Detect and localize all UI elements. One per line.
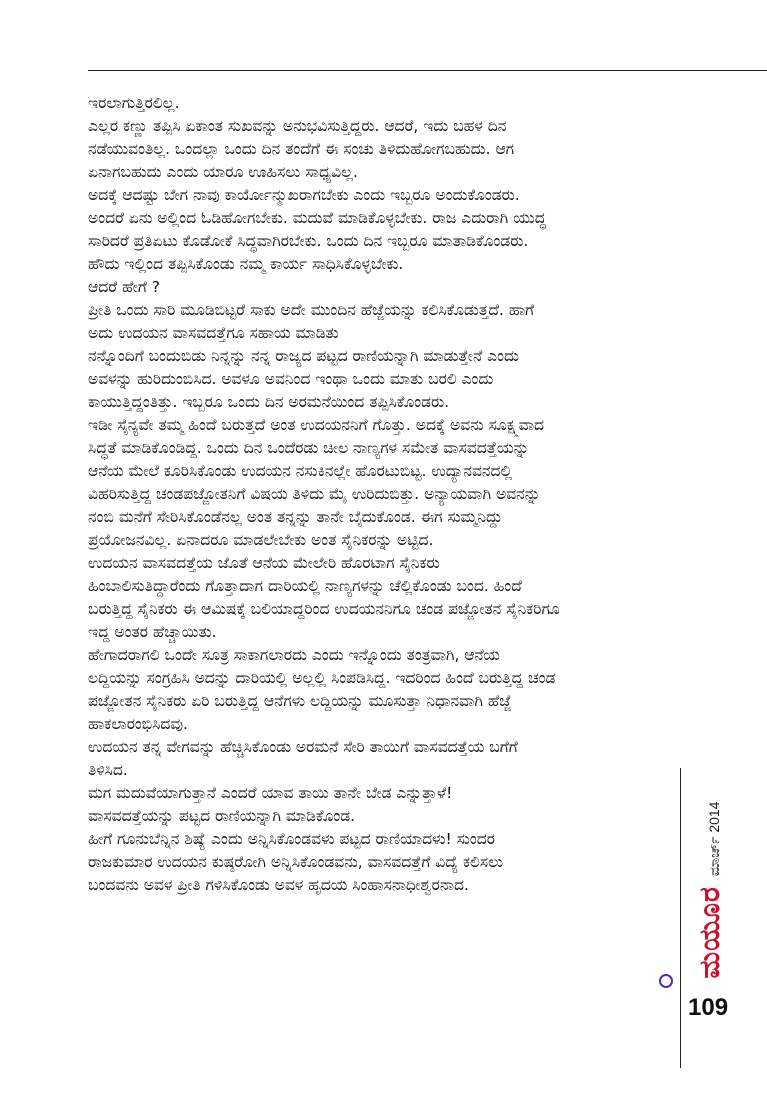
magazine-masthead bbox=[695, 790, 725, 990]
circle-icon bbox=[659, 974, 673, 988]
text-line: ನಂಬಿ ಮನೆಗೆ ಸೇರಿಸಿಕೊಂಡೆನಲ್ಲ ಅಂತ ತನ್ನನ್ನು ತಾನೇ ಬೈದುಕೊಂಡ. ಈಗ ಸುಮ್ಮನಿದ್ದು bbox=[88, 508, 503, 526]
text-line: ನಡೆಯುವಂತಿಲ್ಲ. ಒಂದಲ್ಲಾ ಒಂದು ದಿನ ತಂದೆಗೆ ಈ ಸಂಚು ತಿಳಿದುಹೋಗಬಹುದು. ಆಗ bbox=[88, 140, 515, 158]
magazine-name: ಮಯೂರ bbox=[693, 886, 726, 979]
text-line: ತಿಳಿಸಿದ. bbox=[88, 761, 128, 779]
text-line: ಇರಲಾಗುತ್ತಿರಲಿಲ್ಲ. bbox=[88, 94, 180, 112]
text-line: ಸಿದ್ಧತೆ ಮಾಡಿಕೊಂಡಿದ್ದ. ಒಂದು ದಿನ ಒಂದೆರಡು ಚೀಲ ನಾಣ್ಯಗಳ ಸಮೇತ ವಾಸವದತ್ತೆಯನ್ನು bbox=[88, 439, 530, 457]
article-body bbox=[88, 92, 668, 897]
text-line: ಅವಳನ್ನು ಹುರಿದುಂಬಿಸಿದ. ಅವಳೂ ಅವನಿಂದ ಇಂಥಾ ಒಂದು ಮಾತು ಬರಲಿ ಎಂದು bbox=[88, 370, 494, 388]
text-line: ಪಜ್ಜೋತನ ಸೈನಿಕರು ಏರಿ ಬರುತ್ತಿದ್ದ ಆನೆಗಳು ಲದ್ದಿಯನ್ನು ಮೂಸುತ್ತಾ ನಿಧಾನವಾಗಿ ಹೆಜ್ಜೆ bbox=[88, 692, 512, 710]
text-line: ಎಲ್ಲರ ಕಣ್ಣು ತಪ್ಪಿಸಿ ಏಕಾಂತ ಸುಖವನ್ನು ಅನುಭವಿಸುತ್ತಿದ್ದರು. ಆದರೆ, ಇದು ಬಹಳ ದಿನ bbox=[88, 117, 507, 135]
text-line: ಆನೆಯ ಮೇಲೆ ಕೂರಿಸಿಕೊಂಡು ಉದಯನ ನಸುಕಿನಲ್ಲೇ ಹೊರಟುಬಿಟ್ಟ. ಉದ್ಯಾನವನದಲ್ಲಿ bbox=[88, 462, 513, 480]
text-line: ಪ್ರೀತಿ ಒಂದು ಸಾರಿ ಮೂಡಿಬಿಟ್ಟರೆ ಸಾಕು ಅದೇ ಮುಂದಿನ ಹೆಜ್ಜೆಯನ್ನು ಕಲಿಸಿಕೊಡುತ್ತದೆ. ಹಾಗೆ bbox=[88, 301, 535, 319]
text-line: ವಾಸವದತ್ತೆಯನ್ನು ಪಟ್ಟದ ರಾಣಿಯನ್ನಾಗಿ ಮಾಡಿಕೊಂಡ. bbox=[88, 807, 356, 825]
top-rule bbox=[88, 70, 767, 71]
text-line: ಬರುತ್ತಿದ್ದ ಸೈನಿಕರು ಈ ಆಮಿಷಕ್ಕೆ ಬಲಿಯಾದ್ದರಿಂದ ಉದಯನನಿಗೂ ಚಂಡ ಪಜ್ಜೋತನ ಸೈನಿಕರಿಗೂ bbox=[88, 600, 560, 618]
text-line: ಹೀಗೆ ಗೂನುಬೆನ್ನಿನ ಶಿಷ್ಯೆ ಎಂದು ಅನ್ನಿಸಿಕೊಂಡವಳು ಪಟ್ಟದ ರಾಣಿಯಾದಳು! ಸುಂದರ bbox=[88, 830, 495, 848]
text-line: ಹೌದು ಇಲ್ಲಿಂದ ತಪ್ಪಿಸಿಕೊಂಡು ನಮ್ಮ ಕಾರ್ಯ ಸಾಧಿಸಿಕೊಳ್ಳಬೇಕು. bbox=[88, 255, 404, 273]
text-line: ಉದಯನ ತನ್ನ ವೇಗವನ್ನು ಹೆಚ್ಚಿಸಿಕೊಂಡು ಅರಮನೆ ಸೇರಿ ತಾಯಿಗೆ ವಾಸವದತ್ತೆಯ ಬಗೆಗೆ bbox=[88, 738, 518, 756]
page-number: 109 bbox=[688, 994, 729, 1021]
text-line: ಲದ್ದಿಯನ್ನು ಸಂಗ್ರಹಿಸಿ ಅದನ್ನು ದಾರಿಯಲ್ಲಿ ಅಲ್ಲಲ್ಲಿ ಸಿಂಪಡಿಸಿದ್ದ. ಇದರಿಂದ ಹಿಂದೆ ಬರುತ್ತಿದ್ದ ಚಂಡ bbox=[88, 669, 556, 687]
text-line: ಏನಾಗಬಹುದು ಎಂದು ಯಾರೂ ಊಹಿಸಲು ಸಾಧ್ಯವಿಲ್ಲ. bbox=[88, 163, 358, 181]
text-line: ಅದಕ್ಕೆ ಆದಷ್ಟು ಬೇಗ ನಾವು ಕಾರ್ಯೋನ್ಮುಖರಾಗಬೇಕು ಎಂದು ಇಬ್ಬರೂ ಅಂದುಕೊಂಡರು. bbox=[88, 186, 520, 204]
text-line: ಇದ್ದ ಅಂತರ ಹೆಚ್ಚಾಯಿತು. bbox=[88, 623, 217, 641]
text-line: ಆದರೆ ಹೇಗೆ ? bbox=[88, 278, 160, 296]
text-line: ನನ್ನೊಂದಿಗೆ ಬಂದುಬಿಡು ನಿನ್ನನ್ನು ನನ್ನ ರಾಜ್ಯದ ಪಟ್ಟದ ರಾಣಿಯನ್ನಾಗಿ ಮಾಡುತ್ತೇನೆ ಎಂದು bbox=[88, 347, 519, 365]
text-line: ಬಂದವನು ಅವಳ ಪ್ರೀತಿ ಗಳಿಸಿಕೊಂಡು ಅವಳ ಹೃದಯ ಸಿಂಹಾಸನಾಧೀಶ್ವರನಾದ. bbox=[88, 876, 469, 894]
text-line: ರಾಜಕುಮಾರ ಉದಯನ ಕುಷ್ಠರೋಗಿ ಅನ್ನಿಸಿಕೊಂಡವನು, ವಾಸವದತ್ತೆಗೆ ವಿದ್ಯೆ ಕಲಿಸಲು bbox=[88, 853, 504, 871]
text-line: ಇಡೀ ಸೈನ್ಯವೇ ತಮ್ಮ ಹಿಂದೆ ಬರುತ್ತದೆ ಅಂತ ಉದಯನನಿಗೆ ಗೊತ್ತು. ಅದಕ್ಕೆ ಅವನು ಸೂಕ್ಷ್ಮವಾದ bbox=[88, 416, 545, 434]
text-line: ಸಾರಿದರೆ ಪ್ರತಿಏಟು ಕೊಡೋಕೆ ಸಿದ್ಧವಾಗಿರಬೇಕು. ಒಂದು ದಿನ ಇಬ್ಬರೂ ಮಾತಾಡಿಕೊಂಡರು. bbox=[88, 232, 529, 250]
text-line: ಅಂದರೆ ಏನು ಅಲ್ಲಿಂದ ಓಡಿಹೋಗಬೇಕು. ಮದುವೆ ಮಾಡಿಕೊಳ್ಳಬೇಕು. ರಾಜ ಎದುರಾಗಿ ಯುದ್ಧ bbox=[88, 209, 547, 227]
text-line: ವಿಹರಿಸುತ್ತಿದ್ದ ಚಂಡಪಜ್ಜೋತನಿಗೆ ವಿಷಯ ತಿಳಿದು ಮೈ ಉರಿದುಬಿತ್ತು. ಅನ್ಯಾಯವಾಗಿ ಅವನನ್ನು bbox=[88, 485, 541, 503]
side-rule bbox=[680, 768, 681, 1068]
text-line: ಪ್ರಯೋಜನವಿಲ್ಲ. ಏನಾದರೂ ಮಾಡಲೇಬೇಕು ಅಂತ ಸೈನಿಕರನ್ನು ಅಟ್ಟಿದ. bbox=[88, 531, 434, 549]
text-line: ಕಾಯುತ್ತಿದ್ದಂತಿತ್ತು. ಇಬ್ಬರೂ ಒಂದು ದಿನ ಅರಮನೆಯಿಂದ ತಪ್ಪಿಸಿಕೊಂಡರು. bbox=[88, 393, 450, 411]
text-line: ಹೇಗಾದರಾಗಲಿ ಒಂದೇ ಸೂತ್ರ ಸಾಕಾಗಲಾರದು ಎಂದು ಇನ್ನೊಂದು ತಂತ್ರವಾಗಿ, ಆನೆಯ bbox=[88, 646, 500, 664]
text-line: ಮಗ ಮದುವೆಯಾಗುತ್ತಾನೆ ಎಂದರೆ ಯಾವ ತಾಯಿ ತಾನೇ ಬೇಡ ಎನ್ನುತ್ತಾಳೆ! bbox=[88, 784, 453, 802]
text-line: ಹಿಂಬಾಲಿಸುತಿದ್ದಾರೆಂದು ಗೊತ್ತಾದಾಗ ದಾರಿಯಲ್ಲಿ ನಾಣ್ಯಗಳನ್ನು ಚೆಲ್ಲಿಕೊಂಡು ಬಂದ. ಹಿಂದೆ bbox=[88, 577, 522, 595]
text-line: ಅದು ಉದಯನ ವಾಸವದತ್ತೆಗೂ ಸಹಾಯ ಮಾಡಿತು bbox=[88, 324, 339, 342]
text-line: ಹಾಕಲಾರಂಭಿಸಿದವು. bbox=[88, 715, 188, 733]
text-line: ಉದಯನ ವಾಸವದತ್ತೆಯ ಜೊತೆ ಆನೆಯ ಮೇಲೇರಿ ಹೊರಟಾಗ ಸೈನಿಕರು bbox=[88, 554, 440, 572]
issue-date: ಮಾರ್ಚ್ 2014 bbox=[706, 801, 722, 877]
